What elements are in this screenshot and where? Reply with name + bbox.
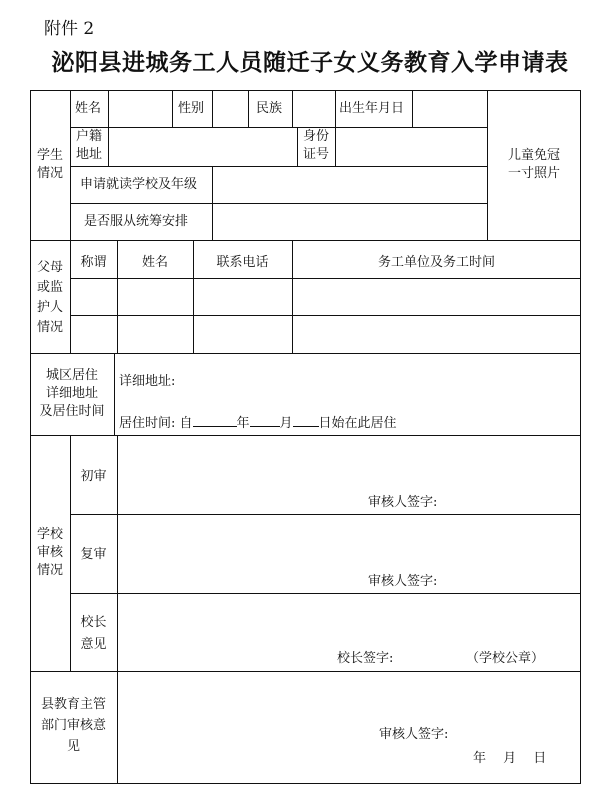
id-number-label: 身份 证号 — [303, 129, 330, 162]
col-work: 务工单位及务工时间 — [377, 255, 495, 270]
ethnicity-label: 民族 — [256, 101, 283, 116]
year-blank[interactable] — [193, 413, 237, 427]
birth-label: 出生年月日 — [339, 101, 405, 116]
residence-time-prefix: 居住时间: 自 — [119, 416, 193, 431]
principal-opinion-label: 校长 意见 — [80, 615, 107, 652]
col-relation: 称谓 — [80, 255, 107, 270]
county-review-section-label: 县教育主管 部门审核意 见 — [40, 697, 106, 754]
county-reviewer-sign: 审核人签字: — [379, 727, 449, 742]
principal-sign: 校长签字: — [337, 651, 394, 666]
hukou-label: 户籍 地址 — [76, 129, 103, 162]
guardian-section-label: 父母 或监 护人 情况 — [36, 260, 63, 335]
residence-suffix: 日始在此居住 — [318, 416, 397, 431]
residence-section-label: 城区居住 详细地址 及居住时间 — [39, 368, 105, 419]
address-label: 详细地址: — [119, 374, 176, 389]
second-review-label: 复审 — [80, 547, 107, 562]
first-review-label: 初审 — [80, 469, 107, 484]
obey-arrangement-label: 是否服从统筹安排 — [84, 214, 189, 229]
col-phone: 联系电话 — [216, 255, 269, 270]
student-section-label: 学生 情况 — [36, 148, 63, 181]
name-label: 姓名 — [75, 101, 102, 116]
school-seal: （学校公章） — [466, 651, 545, 666]
col-name: 姓名 — [141, 255, 168, 270]
first-reviewer-sign: 审核人签字: — [368, 495, 438, 510]
month-text: 月 — [279, 416, 293, 431]
photo-label: 儿童免冠 一寸照片 — [507, 148, 560, 181]
residence-time — [119, 413, 397, 433]
county-date-line: 年 月 日 — [473, 751, 547, 766]
attachment-label: 附件 2 — [44, 19, 95, 39]
day-blank[interactable] — [293, 413, 319, 427]
school-grade-label: 申请就读学校及年级 — [80, 177, 198, 192]
form-title: 泌阳县进城务工人员随迁子女义务教育入学申请表 — [51, 50, 569, 76]
second-reviewer-sign: 审核人签字: — [368, 574, 438, 589]
school-review-section-label: 学校 审核 情况 — [36, 527, 63, 578]
year-text: 年 — [236, 416, 250, 431]
gender-label: 性别 — [178, 101, 205, 116]
form-border — [31, 91, 581, 784]
month-blank[interactable] — [250, 413, 280, 427]
